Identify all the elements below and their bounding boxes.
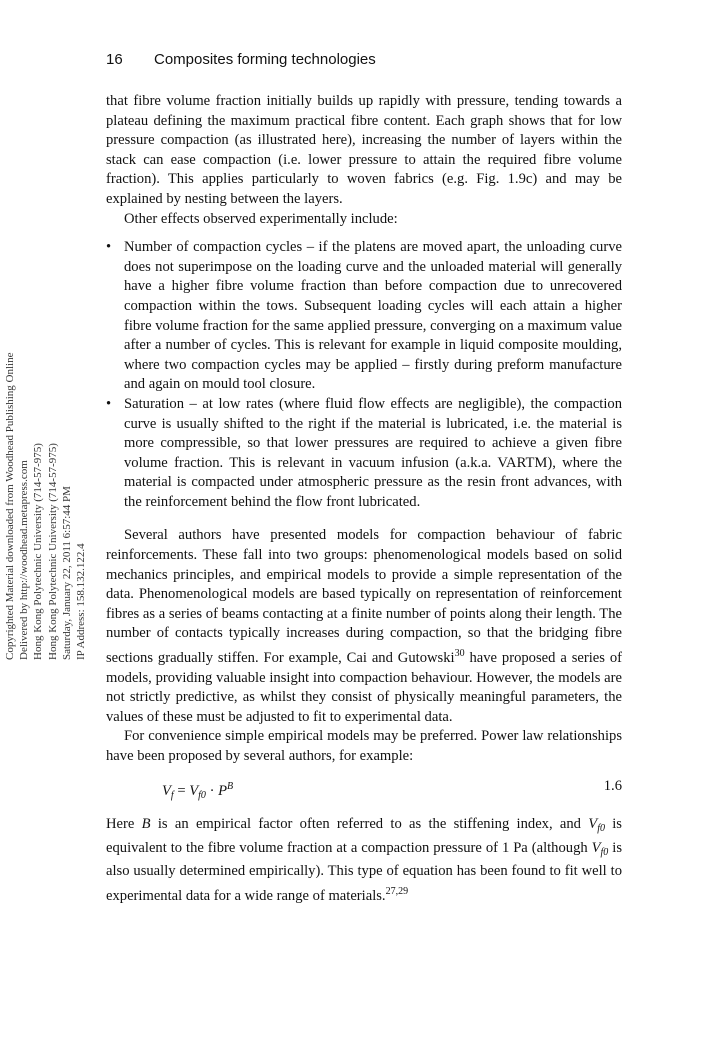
- citation: 30: [454, 648, 465, 660]
- bullet-list: [106, 238, 622, 512]
- list-item-text: Saturation – at low rates (where fluid flow effects are negligible), the compaction curve is usually shifted to the right if the material is lubricated, i.e. the material is more compressible, so that lower pressures are required to achieve a given fibre volume fraction. This is relevant in vacuum infusion (a.k.a. VARTM), where the material is compacted under atmospheric pressure as the resin front advances, with the reinforcement behind the flow front lubricated.: [124, 395, 622, 510]
- text-run: have proposed a series of models, providing valuable insight into compaction behaviour. However, the models are not strictly predictive, as whilst they consist of physically meaningful parameters, the values of these must be adjusted to fit to experimental data.: [106, 650, 622, 725]
- list-item: [106, 238, 622, 395]
- sidebar-line: IP Address: 158.132.122.4: [75, 543, 88, 660]
- list-item: [106, 395, 622, 513]
- paragraph: [106, 526, 622, 727]
- text-run: Several authors have presented models for compaction behaviour of fabric reinforcements. These fall into two groups: phenomenological models based on solid mechanics principles, and empirical models to provide a simple representation of the data. Phenomenological models are based typically on representation of reinforcement fibres as a series of beams contacting at a finite number of points along their length. The number of contacts typically increases during compaction, so that the bridging fibre sections gradually stiffen. For example, Cai and Gutowski: [106, 527, 622, 667]
- paragraph: that fibre volume fraction initially builds up rapidly with pressure, tending towards a plateau defining the maximum practical fibre content. Each graph shows that for low pressure compaction (as illustrated here), increasing the number of layers within the stack can ease compaction (i.e. lower pressure to attain the required fibre volume fraction). This applies particularly to woven fabrics (e.g. Fig. 1.9c) and may be explained by nesting between the layers.: [106, 93, 622, 207]
- running-header: [106, 51, 376, 68]
- equation-formula: $V_f = V_{f0} \cdot P^B$: [162, 780, 234, 801]
- paragraph: Other effects observed experimentally include:: [124, 210, 398, 227]
- paragraph: Here B is an empirical factor often referred to as the stiffening index, and $V_{f0}$ is equivalent to the fibre volume fraction at a compaction pressure of 1 Pa (although $V_{f0}$ is also usually determined empirically). This type of equation has been found to fit well to experimental data for a wide range of materials.$^{27,29}$: [106, 816, 622, 904]
- paragraph: For convenience simple empirical models may be preferred. Power law relationships have been proposed by several authors, for example:: [106, 728, 622, 764]
- bullet-icon: •: [106, 239, 112, 256]
- list-item-text: Number of compaction cycles – if the platens are moved apart, the unloading curve does not superimpose on the loading curve and the unloaded material will generally have a higher fibre volume fraction than before compaction due to unrecovered compaction within the tows. Subsequent loading cycles will each attain a higher fibre volume fraction for the same applied pressure, converging on a maximum value after a number of cycles. This is relevant for example in liquid composite moulding, where two compaction cycles may be applied – firstly during preform manufacture and again on mould tool closure.: [124, 239, 622, 393]
- bullet-icon: •: [106, 395, 112, 412]
- copyright-sidebar: [0, 0, 100, 1060]
- sidebar-line: Copyrighted Material downloaded from Woodhead Publishing Online: [4, 352, 16, 660]
- page-body: [106, 92, 622, 907]
- copyright-watermark: [3, 310, 88, 660]
- sidebar-line: Saturday, January 22, 2011 6:57:44 PM: [60, 486, 73, 660]
- sidebar-line: Hong Kong Polytechnic University (714-57-975): [46, 443, 59, 660]
- equation: [106, 777, 622, 806]
- citation: 27,29: [385, 885, 409, 897]
- page-number: 16: [106, 51, 123, 68]
- sidebar-line: Delivered by http://woodhead.metapress.com: [18, 460, 31, 660]
- sidebar-line: Hong Kong Polytechnic University (714-57-975): [32, 443, 45, 660]
- running-title: Composites forming technologies: [154, 51, 376, 68]
- equation-number: 1.6: [603, 777, 622, 794]
